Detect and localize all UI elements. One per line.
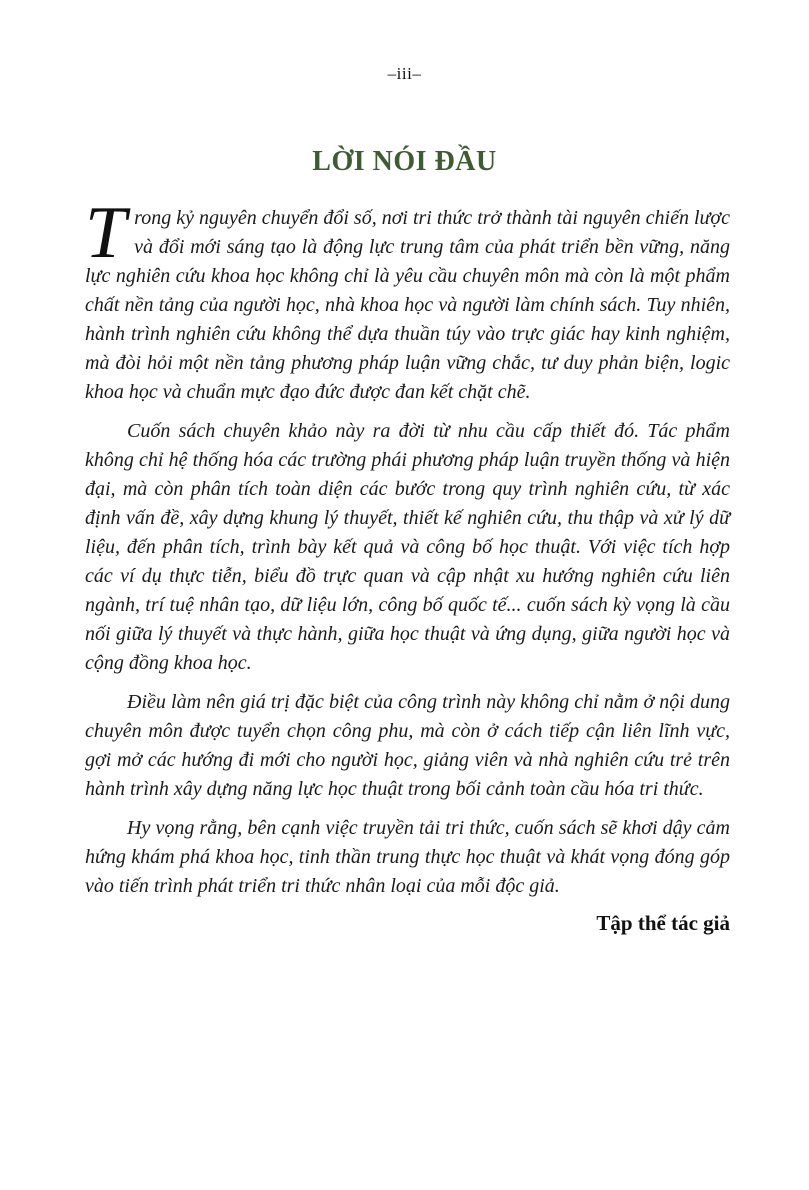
paragraph-2: Cuốn sách chuyên khảo này ra đời từ nhu cầu cấp thiết đó. Tác phẩm không chỉ hệ thống hóa các trường phái phương pháp luận truyền thống và hiện đại, mà còn phân tích toàn diện các bước trong quy trình nghiên cứu, từ xác định vấn đề, xây dựng khung lý thuyết, thiết kế nghiên cứu, thu thập và xử lý dữ liệu, đến phân tích, trình bày kết quả và công bố học thuật. Với việc tích hợp các ví dụ thực tiễn, biểu đồ trực quan và cập nhật xu hướng nghiên cứu liên ngành, trí tuệ nhân tạo, dữ liệu lớn, công bố quốc tế... cuốn sách kỳ vọng là cầu nối giữa lý thuyết và thực hành, giữa học thuật và ứng dụng, giữa người học và cộng đồng khoa học.: [85, 420, 730, 674]
drop-cap: T: [85, 192, 127, 274]
paragraph-1: [85, 192, 730, 407]
paragraph-3: Điều làm nên giá trị đặc biệt của công trình này không chỉ nằm ở nội dung chuyên môn được tuyển chọn công phu, mà còn ở cách tiếp cận liên lĩnh vực, gợi mở các hướng đi mới cho người học, giảng viên và nhà nghiên cứu trẻ trên hành trình xây dựng năng lực học thuật trong bối cảnh toàn cầu hóa tri thức.: [85, 691, 730, 800]
paragraph-1-text: rong kỷ nguyên chuyển đổi số, nơi tri thức trở thành tài nguyên chiến lược và đổi mới sáng tạo là động lực trung tâm của phát triển bền vững, năng lực nghiên cứu khoa học không chỉ là yêu cầu chuyên môn mà còn là một phẩm chất nền tảng của người học, nhà khoa học và người làm chính sách. Tuy nhiên, hành trình nghiên cứu không thể dựa thuần túy vào trực giác hay kinh nghiệm, mà đòi hỏi một nền tảng phương pháp luận vững chắc, tư duy phản biện, logic khoa học và chuẩn mực đạo đức được đan kết chặt chẽ.: [85, 207, 730, 403]
page-title: LỜI NÓI ĐẦU: [312, 146, 497, 177]
paragraph-4: Hy vọng rằng, bên cạnh việc truyền tải tri thức, cuốn sách sẽ khơi dậy cảm hứng khám phá khoa học, tinh thần trung thực học thuật và khát vọng đóng góp vào tiến trình phát triển tri thức nhân loại của mỗi độc giả.: [85, 817, 730, 897]
author-signature: Tập thể tác giả: [596, 911, 730, 935]
preface-body: [85, 192, 730, 901]
page-number: –iii–: [387, 64, 422, 83]
